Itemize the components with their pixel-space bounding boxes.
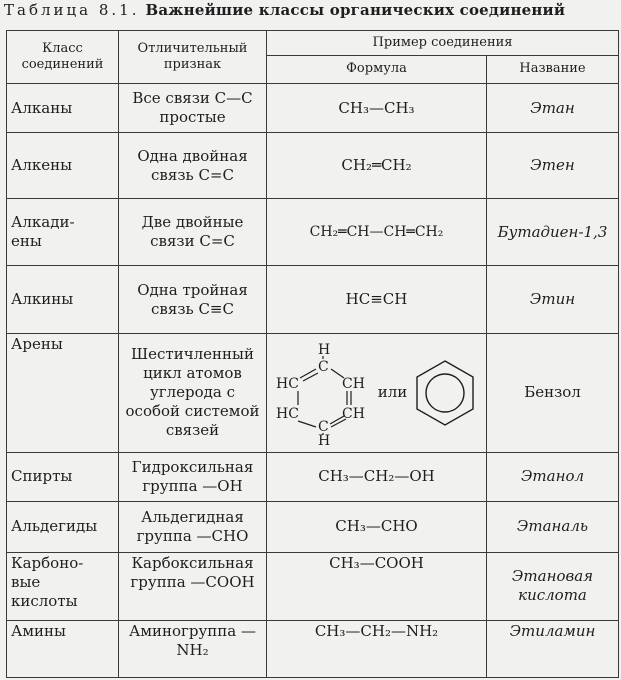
name-cell: Этанол (487, 452, 619, 501)
header-feature: Отличительный признак (119, 31, 267, 84)
name-cell: Бутадиен-1,3 (487, 198, 619, 266)
atom-h-top: H (317, 341, 330, 358)
feature-cell: Аминогруппа —NH₂ (119, 620, 267, 677)
formula-cell: CH₃—CH₂—NH₂ (267, 620, 487, 677)
header-example: Пример соединения (267, 31, 619, 56)
feature-cell: Одна тройная связь С≡С (119, 266, 267, 334)
class-cell: Арены (7, 333, 119, 452)
feature-cell: Одна двойная связь С=С (119, 133, 267, 199)
organic-classes-table (6, 30, 619, 678)
feature-cell: Две двойные связи С=С (119, 198, 267, 266)
feature-cell: Шестичленный цикл атомов углерода с особой системой связей (119, 333, 267, 452)
atom-ch-right-upper: CH (341, 375, 365, 392)
header-name: Название (487, 55, 619, 84)
name-cell: Этан (487, 84, 619, 133)
table-row (7, 620, 619, 677)
formula-cell (267, 333, 487, 452)
table-row (7, 501, 619, 552)
table-row (7, 266, 619, 334)
name-cell: Бензол (487, 333, 619, 452)
formula-cell: CH₃—CH₂—OH (267, 452, 487, 501)
class-cell: Спирты (7, 452, 119, 501)
formula-cell: CH₃—CHO (267, 501, 487, 552)
formula-cell: CH₃—COOH (267, 553, 487, 621)
header-formula: Формула (267, 55, 487, 84)
atom-hc-left-lower: HC (275, 405, 299, 422)
table-row (7, 133, 619, 199)
feature-cell: Альдегидная группа —СНО (119, 501, 267, 552)
name-cell: Этен (487, 133, 619, 199)
kekule-benzene-structure (276, 341, 372, 445)
atom-c-top: C (317, 358, 329, 375)
table-row (7, 452, 619, 501)
class-cell: Алкены (7, 133, 119, 199)
atom-c-bottom: C (317, 418, 329, 435)
table-row (7, 84, 619, 133)
table-row (7, 333, 619, 452)
atom-ch-right-lower: CH (341, 405, 365, 422)
formula-cell: CH₂═CH₂ (267, 133, 487, 199)
formula-cell: HC≡CH (267, 266, 487, 334)
class-cell: Карбоно- вые кислоты (7, 553, 119, 621)
class-cell: Алканы (7, 84, 119, 133)
table-caption (4, 0, 619, 22)
formula-cell: CH₃—CH₃ (267, 84, 487, 133)
class-cell: Амины (7, 620, 119, 677)
class-cell: Альдегиды (7, 501, 119, 552)
benzene-ring-icon (413, 358, 477, 428)
feature-cell: Гидроксильная группа —ОН (119, 452, 267, 501)
formula-cell: CH₂═CH—CH═CH₂ (267, 198, 487, 266)
class-cell: Алкади- ены (7, 198, 119, 266)
table-title: Важнейшие классы органических соединений (145, 1, 566, 19)
table-row (7, 198, 619, 266)
table-row (7, 553, 619, 621)
table-number: Таблица 8.1. (4, 1, 140, 19)
or-word: или (377, 383, 408, 402)
name-cell: Этановая кислота (487, 553, 619, 621)
name-cell: Этиламин (487, 620, 619, 677)
feature-cell: Карбоксильная группа —СООН (119, 553, 267, 621)
class-cell: Алкины (7, 266, 119, 334)
name-cell: Этин (487, 266, 619, 334)
name-cell: Этаналь (487, 501, 619, 552)
atom-h-bottom: H (317, 432, 330, 445)
feature-cell: Все связи С—С простые (119, 84, 267, 133)
atom-hc-left-upper: HC (275, 375, 299, 392)
header-class: Класс соединений (7, 31, 119, 84)
